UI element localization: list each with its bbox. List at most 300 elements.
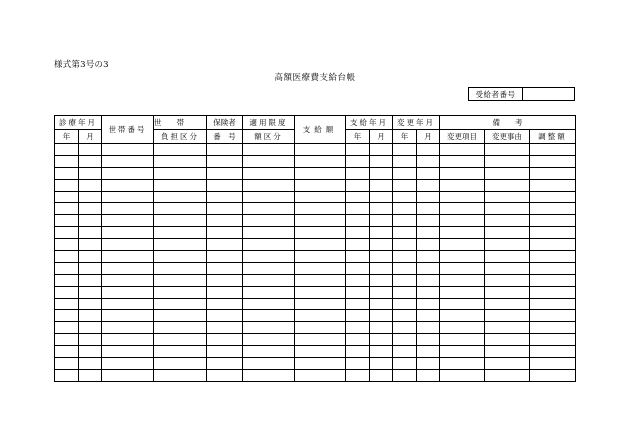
table-cell[interactable] <box>530 251 576 263</box>
table-cell[interactable] <box>417 203 440 215</box>
table-cell[interactable] <box>393 239 417 251</box>
table-cell[interactable] <box>485 310 530 322</box>
table-cell[interactable] <box>485 191 530 203</box>
table-cell[interactable] <box>530 369 576 381</box>
table-cell[interactable] <box>530 262 576 274</box>
table-cell[interactable] <box>417 215 440 227</box>
table-cell[interactable] <box>295 167 346 179</box>
table-cell[interactable] <box>243 286 295 298</box>
table-cell[interactable] <box>55 251 79 263</box>
table-cell[interactable] <box>295 274 346 286</box>
table-cell[interactable] <box>154 358 207 370</box>
table-cell[interactable] <box>154 227 207 239</box>
table-cell[interactable] <box>243 203 295 215</box>
table-cell[interactable] <box>154 167 207 179</box>
table-cell[interactable] <box>102 358 154 370</box>
table-cell[interactable] <box>207 215 243 227</box>
table-cell[interactable] <box>79 215 102 227</box>
table-cell[interactable] <box>393 251 417 263</box>
table-cell[interactable] <box>346 251 370 263</box>
table-cell[interactable] <box>370 251 393 263</box>
table-cell[interactable] <box>346 203 370 215</box>
table-cell[interactable] <box>440 298 485 310</box>
table-cell[interactable] <box>393 203 417 215</box>
table-cell[interactable] <box>295 179 346 191</box>
table-cell[interactable] <box>295 358 346 370</box>
table-cell[interactable] <box>207 239 243 251</box>
table-cell[interactable] <box>393 144 417 156</box>
table-row <box>55 298 576 310</box>
table-cell[interactable] <box>393 310 417 322</box>
table-cell[interactable] <box>55 179 79 191</box>
table-cell[interactable] <box>243 144 295 156</box>
table-cell[interactable] <box>346 286 370 298</box>
table-cell[interactable] <box>370 322 393 334</box>
table-cell[interactable] <box>295 144 346 156</box>
table-cell[interactable] <box>243 262 295 274</box>
table-cell[interactable] <box>154 203 207 215</box>
table-cell[interactable] <box>346 155 370 167</box>
table-cell[interactable] <box>417 286 440 298</box>
table-cell[interactable] <box>417 251 440 263</box>
table-cell[interactable] <box>417 262 440 274</box>
table-row <box>55 155 576 167</box>
table-cell[interactable] <box>207 167 243 179</box>
table-cell[interactable] <box>295 334 346 346</box>
table-cell[interactable] <box>485 322 530 334</box>
table-cell[interactable] <box>346 191 370 203</box>
table-cell[interactable] <box>55 334 79 346</box>
table-cell[interactable] <box>530 227 576 239</box>
table-cell[interactable] <box>530 358 576 370</box>
table-cell[interactable] <box>207 262 243 274</box>
table-cell[interactable] <box>530 144 576 156</box>
table-cell[interactable] <box>79 358 102 370</box>
table-cell[interactable] <box>102 298 154 310</box>
table-cell[interactable] <box>55 369 79 381</box>
table-cell[interactable] <box>346 298 370 310</box>
table-cell[interactable] <box>295 239 346 251</box>
table-cell[interactable] <box>55 262 79 274</box>
table-cell[interactable] <box>55 144 79 156</box>
table-cell[interactable] <box>102 251 154 263</box>
table-cell[interactable] <box>485 286 530 298</box>
table-cell[interactable] <box>346 239 370 251</box>
table-cell[interactable] <box>79 179 102 191</box>
table-cell[interactable] <box>370 274 393 286</box>
table-cell[interactable] <box>440 227 485 239</box>
table-cell[interactable] <box>55 346 79 358</box>
header-setai-top: 世 帯 <box>154 116 207 130</box>
table-cell[interactable] <box>102 274 154 286</box>
table-cell[interactable] <box>295 191 346 203</box>
table-cell[interactable] <box>154 369 207 381</box>
table-cell[interactable] <box>417 358 440 370</box>
header-tekiyo-top: 適用限度 <box>243 116 295 130</box>
table-cell[interactable] <box>154 346 207 358</box>
table-cell[interactable] <box>79 144 102 156</box>
table-cell[interactable] <box>370 179 393 191</box>
table-cell[interactable] <box>55 310 79 322</box>
table-cell[interactable] <box>417 167 440 179</box>
table-cell[interactable] <box>370 239 393 251</box>
table-cell[interactable] <box>485 251 530 263</box>
table-cell[interactable] <box>243 251 295 263</box>
table-cell[interactable] <box>440 203 485 215</box>
header-tekiyo-bottom: 額区分 <box>243 130 295 144</box>
table-cell[interactable] <box>485 239 530 251</box>
table-cell[interactable] <box>207 358 243 370</box>
table-cell[interactable] <box>243 322 295 334</box>
table-cell[interactable] <box>370 298 393 310</box>
table-cell[interactable] <box>370 310 393 322</box>
table-cell[interactable] <box>346 358 370 370</box>
table-cell[interactable] <box>530 322 576 334</box>
table-cell[interactable] <box>440 239 485 251</box>
table-cell[interactable] <box>243 369 295 381</box>
header-row-top <box>55 116 576 130</box>
table-row <box>55 358 576 370</box>
table-cell[interactable] <box>79 251 102 263</box>
table-cell[interactable] <box>154 322 207 334</box>
table-row <box>55 346 576 358</box>
table-cell[interactable] <box>346 179 370 191</box>
table-cell[interactable] <box>393 322 417 334</box>
table-cell[interactable] <box>393 274 417 286</box>
table-cell[interactable] <box>295 215 346 227</box>
table-cell[interactable] <box>79 274 102 286</box>
table-cell[interactable] <box>370 369 393 381</box>
table-cell[interactable] <box>530 191 576 203</box>
table-cell[interactable] <box>102 369 154 381</box>
table-cell[interactable] <box>295 310 346 322</box>
recipient-number-field[interactable] <box>523 88 574 100</box>
table-cell[interactable] <box>440 322 485 334</box>
table-cell[interactable] <box>393 286 417 298</box>
table-cell[interactable] <box>417 310 440 322</box>
table-cell[interactable] <box>55 191 79 203</box>
table-cell[interactable] <box>440 310 485 322</box>
table-row <box>55 369 576 381</box>
table-cell[interactable] <box>79 167 102 179</box>
table-cell[interactable] <box>243 239 295 251</box>
table-cell[interactable] <box>154 155 207 167</box>
table-cell[interactable] <box>102 179 154 191</box>
table-cell[interactable] <box>79 191 102 203</box>
table-cell[interactable] <box>346 274 370 286</box>
table-cell[interactable] <box>485 358 530 370</box>
table-cell[interactable] <box>346 215 370 227</box>
table-cell[interactable] <box>346 334 370 346</box>
table-cell[interactable] <box>207 322 243 334</box>
table-cell[interactable] <box>243 310 295 322</box>
table-cell[interactable] <box>417 334 440 346</box>
table-cell[interactable] <box>102 155 154 167</box>
table-cell[interactable] <box>79 298 102 310</box>
table-cell[interactable] <box>370 358 393 370</box>
table-cell[interactable] <box>243 227 295 239</box>
recipient-number-label: 受給者番号 <box>469 88 523 100</box>
table-cell[interactable] <box>102 191 154 203</box>
table-cell[interactable] <box>154 298 207 310</box>
table-cell[interactable] <box>243 334 295 346</box>
table-cell[interactable] <box>485 346 530 358</box>
table-cell[interactable] <box>79 369 102 381</box>
table-cell[interactable] <box>417 179 440 191</box>
table-cell[interactable] <box>154 215 207 227</box>
table-cell[interactable] <box>243 215 295 227</box>
table-cell[interactable] <box>295 155 346 167</box>
table-cell[interactable] <box>530 203 576 215</box>
table-cell[interactable] <box>55 155 79 167</box>
table-cell[interactable] <box>417 191 440 203</box>
table-cell[interactable] <box>207 191 243 203</box>
table-cell[interactable] <box>55 203 79 215</box>
table-cell[interactable] <box>207 346 243 358</box>
table-cell[interactable] <box>79 203 102 215</box>
table-cell[interactable] <box>102 239 154 251</box>
table-cell[interactable] <box>295 251 346 263</box>
table-cell[interactable] <box>295 369 346 381</box>
table-cell[interactable] <box>102 322 154 334</box>
table-cell[interactable] <box>370 227 393 239</box>
table-cell[interactable] <box>207 298 243 310</box>
table-cell[interactable] <box>440 274 485 286</box>
table-cell[interactable] <box>243 298 295 310</box>
table-cell[interactable] <box>55 322 79 334</box>
table-cell[interactable] <box>393 191 417 203</box>
table-cell[interactable] <box>102 203 154 215</box>
table-cell[interactable] <box>370 191 393 203</box>
table-cell[interactable] <box>530 179 576 191</box>
table-cell[interactable] <box>440 334 485 346</box>
table-cell[interactable] <box>102 215 154 227</box>
table-cell[interactable] <box>417 369 440 381</box>
table-cell[interactable] <box>440 179 485 191</box>
table-cell[interactable] <box>295 298 346 310</box>
table-cell[interactable] <box>530 346 576 358</box>
table-cell[interactable] <box>207 369 243 381</box>
table-cell[interactable] <box>346 310 370 322</box>
table-cell[interactable] <box>393 346 417 358</box>
table-cell[interactable] <box>102 227 154 239</box>
table-cell[interactable] <box>207 274 243 286</box>
table-cell[interactable] <box>346 144 370 156</box>
table-row <box>55 286 576 298</box>
table-cell[interactable] <box>393 358 417 370</box>
table-cell[interactable] <box>370 346 393 358</box>
table-cell[interactable] <box>243 346 295 358</box>
header-shikyu-tsuki: 月 <box>370 130 393 144</box>
table-cell[interactable] <box>530 215 576 227</box>
ledger-table <box>54 115 576 382</box>
table-cell[interactable] <box>346 322 370 334</box>
table-cell[interactable] <box>243 155 295 167</box>
table-cell[interactable] <box>370 167 393 179</box>
table-cell[interactable] <box>243 191 295 203</box>
table-cell[interactable] <box>440 358 485 370</box>
table-cell[interactable] <box>440 369 485 381</box>
table-cell[interactable] <box>530 239 576 251</box>
table-cell[interactable] <box>485 334 530 346</box>
table-cell[interactable] <box>417 346 440 358</box>
table-cell[interactable] <box>440 191 485 203</box>
table-cell[interactable] <box>370 262 393 274</box>
table-cell[interactable] <box>154 262 207 274</box>
table-cell[interactable] <box>55 274 79 286</box>
table-cell[interactable] <box>417 239 440 251</box>
table-cell[interactable] <box>55 358 79 370</box>
table-cell[interactable] <box>243 274 295 286</box>
table-cell[interactable] <box>393 334 417 346</box>
table-cell[interactable] <box>243 358 295 370</box>
table-cell[interactable] <box>417 322 440 334</box>
table-cell[interactable] <box>485 227 530 239</box>
table-cell[interactable] <box>485 274 530 286</box>
table-cell[interactable] <box>370 286 393 298</box>
table-cell[interactable] <box>393 369 417 381</box>
table-cell[interactable] <box>530 286 576 298</box>
table-cell[interactable] <box>485 262 530 274</box>
table-cell[interactable] <box>393 298 417 310</box>
table-cell[interactable] <box>485 215 530 227</box>
table-cell[interactable] <box>79 334 102 346</box>
table-cell[interactable] <box>346 227 370 239</box>
table-cell[interactable] <box>530 298 576 310</box>
table-cell[interactable] <box>393 179 417 191</box>
table-cell[interactable] <box>207 179 243 191</box>
table-cell[interactable] <box>295 227 346 239</box>
table-cell[interactable] <box>440 262 485 274</box>
table-cell[interactable] <box>102 346 154 358</box>
table-cell[interactable] <box>370 144 393 156</box>
table-cell[interactable] <box>55 167 79 179</box>
table-cell[interactable] <box>440 155 485 167</box>
table-cell[interactable] <box>55 286 79 298</box>
table-cell[interactable] <box>79 286 102 298</box>
header-hokensha-bottom: 番 号 <box>207 130 243 144</box>
table-cell[interactable] <box>530 274 576 286</box>
table-cell[interactable] <box>154 144 207 156</box>
table-cell[interactable] <box>417 274 440 286</box>
table-cell[interactable] <box>393 262 417 274</box>
table-cell[interactable] <box>417 298 440 310</box>
table-cell[interactable] <box>243 167 295 179</box>
table-cell[interactable] <box>79 155 102 167</box>
table-cell[interactable] <box>370 155 393 167</box>
table-cell[interactable] <box>485 155 530 167</box>
table-cell[interactable] <box>243 179 295 191</box>
table-cell[interactable] <box>154 310 207 322</box>
table-cell[interactable] <box>154 179 207 191</box>
table-cell[interactable] <box>485 298 530 310</box>
header-hokensha-top: 保険者 <box>207 116 243 130</box>
table-cell[interactable] <box>102 310 154 322</box>
table-cell[interactable] <box>102 144 154 156</box>
header-shikyu-nen: 年 <box>346 130 370 144</box>
table-cell[interactable] <box>207 144 243 156</box>
table-cell[interactable] <box>295 262 346 274</box>
table-cell[interactable] <box>207 310 243 322</box>
table-cell[interactable] <box>417 144 440 156</box>
table-cell[interactable] <box>346 369 370 381</box>
table-cell[interactable] <box>485 179 530 191</box>
table-cell[interactable] <box>207 155 243 167</box>
table-cell[interactable] <box>370 334 393 346</box>
table-cell[interactable] <box>79 346 102 358</box>
table-cell[interactable] <box>79 322 102 334</box>
table-cell[interactable] <box>346 346 370 358</box>
table-cell[interactable] <box>530 334 576 346</box>
table-cell[interactable] <box>295 286 346 298</box>
table-cell[interactable] <box>79 227 102 239</box>
table-cell[interactable] <box>485 144 530 156</box>
table-cell[interactable] <box>485 369 530 381</box>
table-cell[interactable] <box>440 167 485 179</box>
table-cell[interactable] <box>102 334 154 346</box>
table-cell[interactable] <box>440 251 485 263</box>
table-cell[interactable] <box>440 346 485 358</box>
table-cell[interactable] <box>440 144 485 156</box>
table-cell[interactable] <box>485 167 530 179</box>
table-cell[interactable] <box>440 286 485 298</box>
table-cell[interactable] <box>393 167 417 179</box>
table-cell[interactable] <box>370 203 393 215</box>
table-cell[interactable] <box>485 203 530 215</box>
table-cell[interactable] <box>102 286 154 298</box>
table-cell[interactable] <box>55 215 79 227</box>
table-cell[interactable] <box>154 191 207 203</box>
table-cell[interactable] <box>530 310 576 322</box>
table-cell[interactable] <box>55 298 79 310</box>
table-cell[interactable] <box>79 310 102 322</box>
table-cell[interactable] <box>207 227 243 239</box>
table-cell[interactable] <box>154 251 207 263</box>
table-cell[interactable] <box>207 251 243 263</box>
table-cell[interactable] <box>154 274 207 286</box>
table-row <box>55 322 576 334</box>
table-cell[interactable] <box>154 239 207 251</box>
header-chosei-gaku: 調整額 <box>530 130 576 144</box>
table-cell[interactable] <box>154 286 207 298</box>
table-cell[interactable] <box>55 227 79 239</box>
table-cell[interactable] <box>440 215 485 227</box>
table-cell[interactable] <box>393 227 417 239</box>
table-cell[interactable] <box>346 262 370 274</box>
table-cell[interactable] <box>79 239 102 251</box>
table-cell[interactable] <box>346 167 370 179</box>
table-cell[interactable] <box>417 227 440 239</box>
table-cell[interactable] <box>393 215 417 227</box>
table-cell[interactable] <box>530 155 576 167</box>
table-cell[interactable] <box>393 155 417 167</box>
table-cell[interactable] <box>295 322 346 334</box>
table-cell[interactable] <box>530 167 576 179</box>
table-cell[interactable] <box>417 155 440 167</box>
table-cell[interactable] <box>55 239 79 251</box>
table-cell[interactable] <box>102 262 154 274</box>
table-cell[interactable] <box>102 167 154 179</box>
table-cell[interactable] <box>207 334 243 346</box>
table-cell[interactable] <box>370 215 393 227</box>
table-cell[interactable] <box>79 262 102 274</box>
header-shikyu-gaku: 支給額 <box>295 116 346 144</box>
table-cell[interactable] <box>295 346 346 358</box>
table-cell[interactable] <box>207 286 243 298</box>
table-cell[interactable] <box>295 203 346 215</box>
table-cell[interactable] <box>207 203 243 215</box>
table-cell[interactable] <box>154 334 207 346</box>
